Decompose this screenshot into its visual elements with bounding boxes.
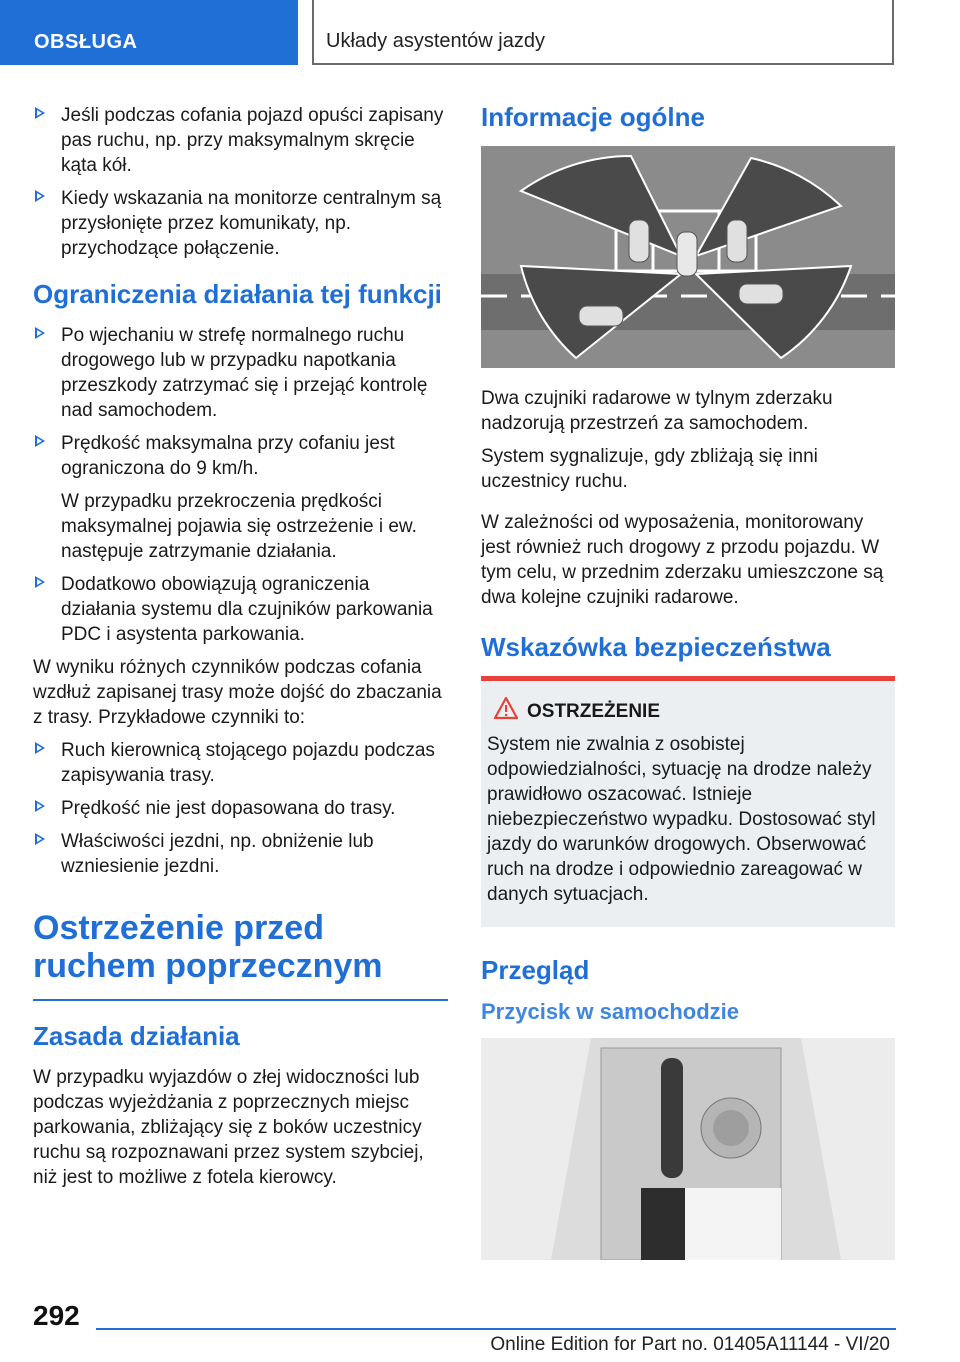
triangle-bullet-icon xyxy=(35,833,45,845)
section-tab xyxy=(0,0,298,65)
footer-rule xyxy=(96,1328,896,1330)
section-heading: Przegląd xyxy=(481,955,590,985)
paragraph: W wyniku różnych czynników podczas cofania wzdłuż zapisanej trasy może dojść do zbaczania z trasy. Przykładowe czynniki to: xyxy=(33,657,442,728)
section-heading: Informacje ogólne xyxy=(481,102,705,132)
triangle-bullet-icon xyxy=(35,107,45,119)
heading-rule xyxy=(33,999,448,1001)
section-heading: Zasada działania xyxy=(33,1021,240,1051)
warning-triangle-icon xyxy=(493,696,519,720)
warning-box xyxy=(481,676,895,927)
list-subtext: W przypadku przekroczenia prędkości maksymalnej pojawia się ostrzeżenie i ew. następuje zatrzymanie działania. xyxy=(61,491,417,562)
triangle-bullet-icon xyxy=(35,576,45,588)
triangle-bullet-icon xyxy=(35,435,45,447)
center-console-graphic xyxy=(481,1038,895,1260)
chapter-heading: Ostrzeżenie przed ruchem poprzecznym xyxy=(33,909,383,985)
section-label: OBSŁUGA xyxy=(34,31,138,53)
console-button-photo xyxy=(481,1038,895,1260)
page-number: 292 xyxy=(33,1300,80,1331)
list-item: Jeśli podczas cofania pojazd opuści zapisany pas ruchu, np. przy maksymalnym skręcie kąta kół. xyxy=(33,103,448,178)
warning-text: System nie zwalnia z osobistej odpowiedzialności, sytuację na drodze należy prawidłowo oszacować. Istnieje niebezpieczeństwo wypadku. Dostosować styl jazdy do warunków drogowych. Obserwować ruch na drodze i odpowiednio zareagować w danych sytuacjach. xyxy=(487,734,876,905)
triangle-bullet-icon xyxy=(35,190,45,202)
list-item: Po wjechaniu w strefę normalnego ruchu drogowego lub w przypadku napotkania przeszkody zatrzymać się i przejąć kontrolę nad samochodem. xyxy=(33,323,448,423)
warning-title: OSTRZEŻENIE xyxy=(527,699,889,724)
list-item: Ruch kierownicą stojącego pojazdu podczas zapisywania trasy. xyxy=(33,738,448,788)
paragraph: W przypadku wyjazdów o złej widoczności lub podczas wyjeżdżania z poprzecznych miejsc parkowania, zbliżający się z boków uczestnicy ruchu są rozpoznawani przez system szybciej, niż jest to możliwe z fotela kierowcy. xyxy=(33,1067,424,1188)
list-item: Dodatkowo obowiązują ograniczenia działania systemu dla czujników parkowania PDC i asystenta parkowania. xyxy=(33,572,448,647)
radar-diagram-illustration xyxy=(481,146,895,368)
radar-coverage-graphic xyxy=(481,146,895,368)
paragraph: W zależności od wyposażenia, monitorowany jest również ruch drogowy z przodu pojazdu. W tym celu, w przednim zderzaku umieszczone są dwa kolejne czujniki radarowe. xyxy=(481,512,884,608)
list-item: Prędkość nie jest dopasowana do trasy. xyxy=(33,796,448,821)
list-item: Kiedy wskazania na monitorze centralnym są przysłonięte przez komunikaty, np. przychodzące połączenie. xyxy=(33,186,448,261)
paragraph: System sygnalizuje, gdy zbliżają się inni uczestnicy ruchu. xyxy=(481,446,818,492)
right-column xyxy=(481,100,895,1260)
paragraph: Dwa czujniki radarowe w tylnym zderzaku nadzorują przestrzeń za samochodem. xyxy=(481,388,833,434)
list-item: Prędkość maksymalna przy cofaniu jest ograniczona do 9 km/h. xyxy=(33,431,448,481)
list-item: Właściwości jezdni, np. obniżenie lub wzniesienie jezdni. xyxy=(33,829,448,879)
chapter-title: Układy asystentów jazdy xyxy=(326,30,545,52)
edition-footer: Online Edition for Part no. 01405A11144 - VI/20 xyxy=(490,1334,890,1355)
triangle-bullet-icon xyxy=(35,800,45,812)
section-heading: Wskazówka bezpieczeństwa xyxy=(481,632,831,662)
chapter-header xyxy=(312,0,894,65)
triangle-bullet-icon xyxy=(35,327,45,339)
triangle-bullet-icon xyxy=(35,742,45,754)
subsection-heading: Przycisk w samochodzie xyxy=(481,999,739,1024)
left-column xyxy=(33,103,448,1198)
section-heading: Ograniczenia działania tej funkcji xyxy=(33,279,442,309)
